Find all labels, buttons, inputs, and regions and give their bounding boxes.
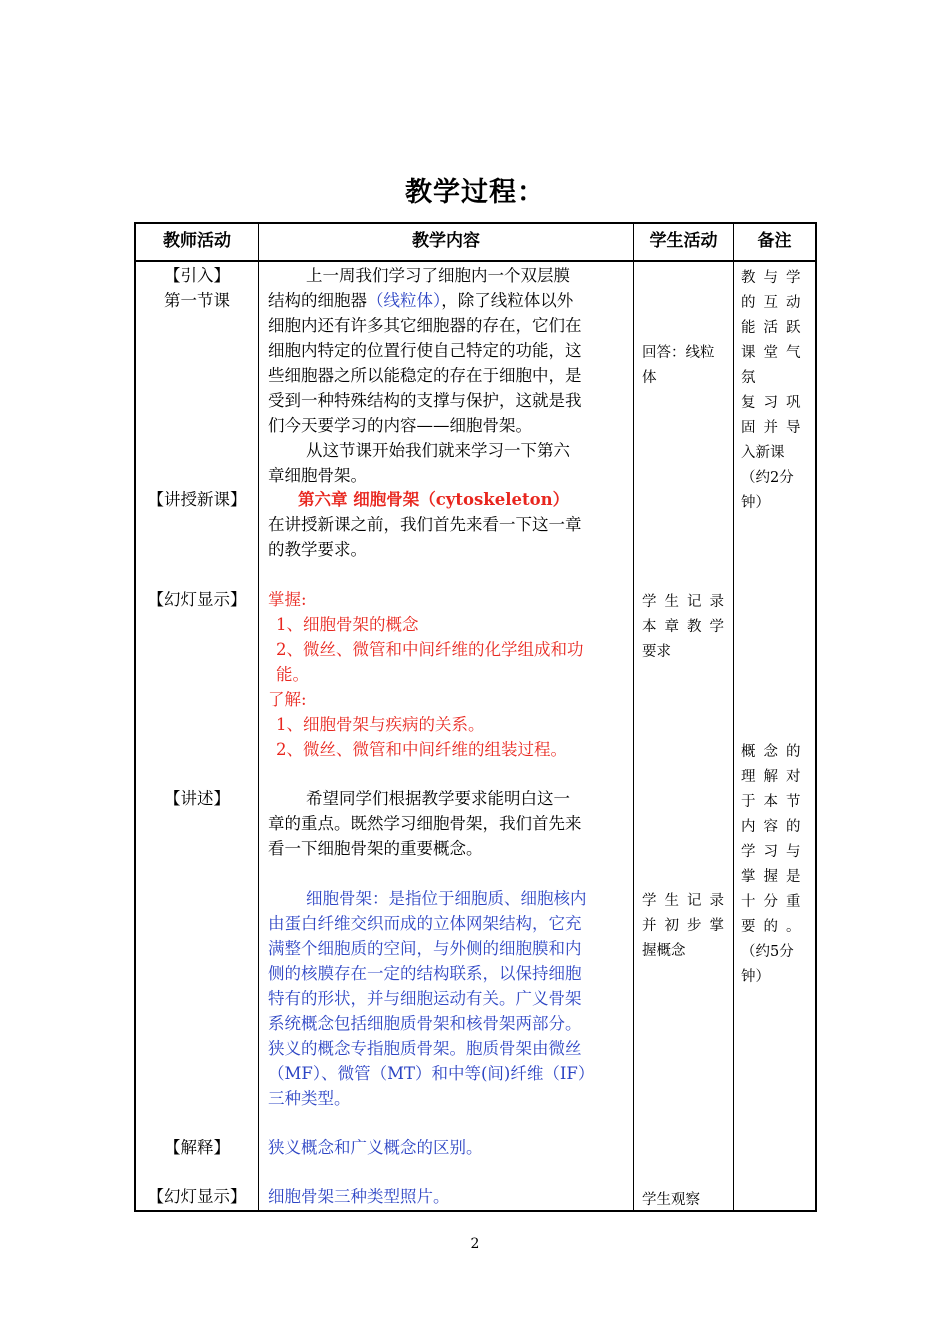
student-record: 要求 bbox=[642, 644, 671, 660]
photos-text: 细胞骨架三种类型照片。 bbox=[268, 1187, 450, 1206]
know-label: 了解: bbox=[268, 690, 307, 709]
note-line: 学习与 bbox=[741, 844, 809, 860]
note-line: 掌握是 bbox=[741, 869, 809, 885]
page-title: 教学过程： bbox=[405, 177, 545, 208]
text-line bbox=[268, 289, 573, 314]
note-line: 钟） bbox=[741, 969, 770, 985]
note-line: 钟） bbox=[741, 495, 770, 511]
note-line: 的互动 bbox=[741, 295, 809, 311]
note-line: （约5分 bbox=[741, 944, 794, 960]
note-line: 十分重 bbox=[741, 894, 809, 910]
highlight-mitochondria: （线粒体） bbox=[367, 291, 442, 310]
master-item: 1、细胞骨架的概念 bbox=[276, 615, 419, 634]
column-divider bbox=[633, 222, 634, 1212]
definition-line: （MF）、微管（MT）和中等(间)纤维（IF） bbox=[268, 1064, 595, 1083]
note-line: 复习巩 bbox=[741, 395, 809, 411]
note-line: 教与学 bbox=[741, 270, 809, 286]
note-line: 理解对 bbox=[741, 769, 809, 785]
definition-line: 满整个细胞质的空间，与外侧的细胞膜和内 bbox=[268, 939, 582, 958]
text-line: 从这节课开始我们就来学习一下第六 bbox=[306, 441, 570, 460]
definition-line: 细胞骨架：是指位于细胞质、细胞核内 bbox=[306, 889, 587, 908]
activity-explain: 【解释】 bbox=[164, 1138, 230, 1157]
note-line: （约2分 bbox=[741, 470, 794, 486]
definition-line: 由蛋白纤维交织而成的立体网架结构，它充 bbox=[268, 914, 582, 933]
note-line: 氛 bbox=[741, 370, 756, 386]
master-label: 掌握: bbox=[268, 590, 307, 609]
student-observe: 学生观察 bbox=[642, 1192, 700, 1208]
chapter-heading: 第六章 细胞骨架（cytoskeleton） bbox=[298, 490, 570, 509]
text-line: 细胞内还有许多其它细胞器的存在，它们在 bbox=[268, 316, 582, 335]
activity-new-lesson: 【讲授新课】 bbox=[147, 490, 247, 509]
text-line: 受到一种特殊结构的支撑与保护，这就是我 bbox=[268, 391, 582, 410]
text-span: ，除了线粒体以外 bbox=[441, 291, 574, 310]
activity-lesson: 第一节课 bbox=[164, 291, 230, 310]
student-answer: 回答：线粒 bbox=[642, 345, 715, 361]
know-item: 2、微丝、微管和中间纤维的组装过程。 bbox=[276, 740, 567, 759]
note-line: 入新课 bbox=[741, 445, 785, 461]
student-grasp: 学生记录 bbox=[642, 893, 732, 909]
note-line: 于本节 bbox=[741, 794, 809, 810]
header-teacher-activity: 教师活动 bbox=[163, 231, 231, 251]
definition-line: 特有的形状，并与细胞运动有关。广义骨架 bbox=[268, 989, 582, 1008]
text-line: 细胞内特定的位置行使自己特定的功能，这 bbox=[268, 341, 582, 360]
text-line: 些细胞器之所以能稳定的存在于细胞中，是 bbox=[268, 366, 582, 385]
column-divider bbox=[733, 222, 734, 1212]
text-line: 在讲授新课之前，我们首先来看一下这一章 bbox=[268, 515, 582, 534]
text-line: 希望同学们根据教学要求能明白这一 bbox=[306, 789, 570, 808]
column-divider bbox=[258, 222, 259, 1212]
page-number: 2 bbox=[470, 1236, 480, 1252]
definition-line: 侧的核膜存在一定的结构联系，以保持细胞 bbox=[268, 964, 582, 983]
note-line: 能活跃 bbox=[741, 320, 809, 336]
explain-text: 狭义概念和广义概念的区别。 bbox=[268, 1138, 483, 1157]
student-grasp: 握概念 bbox=[642, 943, 686, 959]
know-item: 1、细胞骨架与疾病的关系。 bbox=[276, 715, 485, 734]
note-line: 内容的 bbox=[741, 819, 809, 835]
text-line: 章的重点。既然学习细胞骨架，我们首先来 bbox=[268, 814, 582, 833]
text-span: 结构的细胞器 bbox=[268, 291, 367, 310]
activity-lecture: 【讲述】 bbox=[164, 789, 230, 808]
note-line: 课堂气 bbox=[741, 345, 809, 361]
activity-slide: 【幻灯显示】 bbox=[147, 590, 247, 609]
master-item: 能。 bbox=[276, 665, 309, 684]
student-record: 本章教学 bbox=[642, 619, 732, 635]
activity-slide: 【幻灯显示】 bbox=[147, 1187, 247, 1206]
definition-line: 系统概念包括细胞质骨架和核骨架两部分。 bbox=[268, 1014, 582, 1033]
student-grasp: 并初步掌 bbox=[642, 918, 732, 934]
definition-line: 狭义的概念专指胞质骨架。胞质骨架由微丝 bbox=[268, 1039, 582, 1058]
note-line: 要的。 bbox=[741, 919, 809, 935]
definition-line: 三种类型。 bbox=[268, 1089, 351, 1108]
header-teaching-content: 教学内容 bbox=[412, 231, 480, 251]
text-line: 的教学要求。 bbox=[268, 540, 367, 559]
text-line: 上一周我们学习了细胞内一个双层膜 bbox=[306, 266, 570, 285]
text-line: 看一下细胞骨架的重要概念。 bbox=[268, 839, 483, 858]
note-line: 概念的 bbox=[741, 744, 809, 760]
activity-intro: 【引入】 bbox=[164, 266, 230, 285]
text-line: 章细胞骨架。 bbox=[268, 466, 367, 485]
master-item: 2、微丝、微管和中间纤维的化学组成和功 bbox=[276, 640, 584, 659]
student-record: 学生记录 bbox=[642, 594, 732, 610]
text-line: 们今天要学习的内容——细胞骨架。 bbox=[268, 416, 532, 435]
header-notes: 备注 bbox=[757, 231, 792, 251]
header-divider bbox=[134, 260, 817, 262]
student-answer: 体 bbox=[642, 370, 657, 386]
header-student-activity: 学生活动 bbox=[649, 231, 718, 251]
note-line: 固并导 bbox=[741, 420, 809, 436]
